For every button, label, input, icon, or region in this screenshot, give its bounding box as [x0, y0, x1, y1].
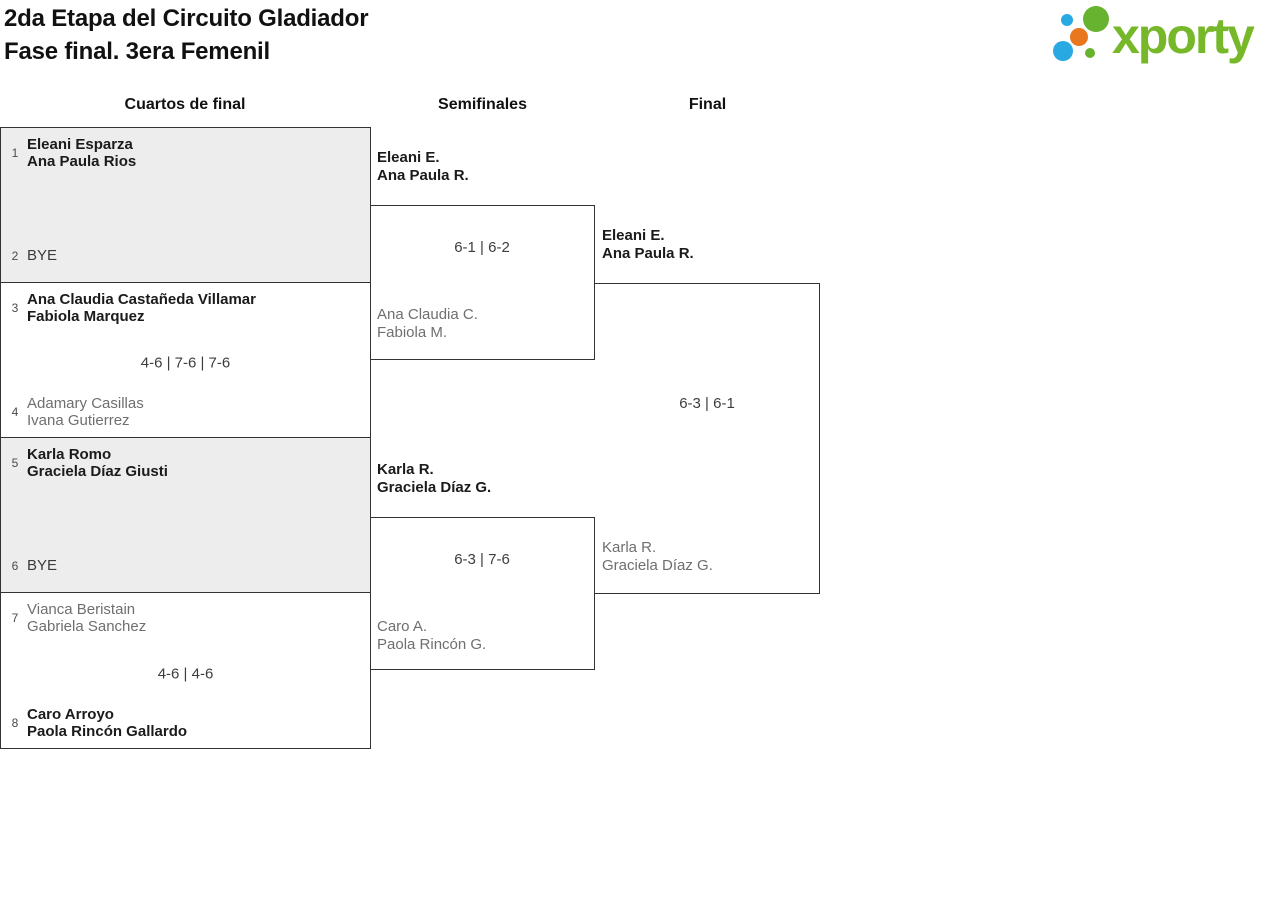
page-title [4, 2, 368, 68]
player-name: Eleani Esparza [27, 136, 133, 153]
player-name: Ivana Gutierrez [27, 412, 130, 429]
seed-number: 7 [11, 611, 19, 625]
sf1-team-top [377, 149, 469, 185]
team-players [27, 247, 57, 264]
qf4-team-top [9, 601, 146, 635]
player-name: BYE [27, 557, 58, 574]
seed-number: 8 [11, 716, 19, 730]
seed-number: 4 [11, 405, 19, 419]
team-players [27, 446, 168, 480]
player-name: Karla R. [602, 539, 657, 556]
team-players [27, 395, 144, 429]
seed-number: 1 [11, 146, 19, 160]
logo-dot-orange-icon [1070, 28, 1088, 46]
sf2-team-top [377, 461, 491, 497]
column-header-semifinals: Semifinales [438, 96, 527, 113]
player-name: Paola Rincón Gallardo [27, 723, 188, 740]
qf1-team-top [9, 136, 136, 170]
final-team-top [602, 227, 694, 263]
player-name: Vianca Beristain [27, 601, 136, 618]
player-name: Caro A. [377, 618, 428, 635]
seed-number: 3 [11, 301, 19, 315]
logo-dot-blue-small-icon [1061, 14, 1073, 26]
player-name: Karla R. [377, 461, 434, 478]
match-score: 6-3 | 6-1 [679, 395, 735, 412]
player-name: Fabiola M. [377, 324, 448, 341]
player-name: Paola Rincón G. [377, 636, 487, 653]
qf4-team-bottom [9, 706, 187, 740]
player-name: Caro Arroyo [27, 706, 114, 723]
team-players [27, 136, 136, 170]
match-score: 6-1 | 6-2 [454, 239, 510, 256]
qf1-team-bottom [9, 247, 57, 264]
match-score: 4-6 | 4-6 [157, 665, 214, 682]
logo-wordmark: xporty [1112, 8, 1253, 64]
column-header-quarterfinals: Cuartos de final [124, 96, 246, 113]
player-name: Adamary Casillas [27, 395, 144, 412]
sf2-team-bottom [377, 618, 486, 654]
player-name: Fabiola Marquez [27, 308, 145, 325]
final-team-bottom [602, 539, 713, 575]
seed-number: 6 [11, 558, 19, 573]
player-name: Ana Claudia C. [377, 306, 478, 323]
qf-match-1 [1, 128, 370, 283]
qf-match-2 [1, 283, 370, 438]
player-name: Ana Claudia Castañeda Villamar [27, 291, 256, 308]
player-name: Eleani E. [377, 149, 440, 166]
player-name: Ana Paula Rios [27, 153, 137, 170]
team-players [27, 557, 57, 574]
phase-category: Fase final. 3era Femenil [4, 38, 270, 65]
player-name: Graciela Díaz G. [377, 479, 492, 496]
xporty-logo[interactable] [1048, 4, 1278, 70]
player-name: Gabriela Sanchez [27, 618, 147, 635]
logo-dot-green-large-icon [1083, 6, 1109, 32]
team-players [27, 601, 146, 635]
team-players [27, 706, 187, 740]
player-name: Graciela Díaz G. [602, 557, 713, 574]
player-name: Graciela Díaz Giusti [27, 463, 168, 480]
sf1-team-bottom [377, 306, 478, 342]
sf-match-2 [370, 461, 595, 670]
qf2-team-top [9, 291, 256, 325]
final-match [595, 227, 820, 594]
seed-number: 5 [11, 456, 19, 470]
match-score: 6-3 | 7-6 [454, 551, 510, 568]
sf-match-1 [370, 149, 595, 360]
qf-match-4 [1, 593, 370, 748]
player-name: Eleani E. [602, 227, 665, 244]
quarterfinals-column [0, 127, 371, 749]
qf2-team-bottom [9, 395, 144, 429]
match-score: 4-6 | 7-6 | 7-6 [140, 354, 231, 372]
player-name: Karla Romo [27, 446, 112, 463]
qf3-team-top [9, 446, 168, 480]
qf3-team-bottom [9, 557, 57, 574]
player-name: Ana Paula R. [377, 167, 469, 184]
column-header-final: Final [688, 96, 727, 113]
player-name: Ana Paula R. [602, 245, 694, 262]
logo-dot-green-small-icon [1085, 48, 1095, 58]
qf-match-3 [1, 438, 370, 593]
logo-dot-blue-large-icon [1053, 41, 1073, 61]
team-players [27, 291, 256, 325]
player-name: BYE [27, 247, 58, 264]
tournament-name: 2da Etapa del Circuito Gladiador [4, 5, 369, 32]
seed-number: 2 [11, 248, 19, 263]
